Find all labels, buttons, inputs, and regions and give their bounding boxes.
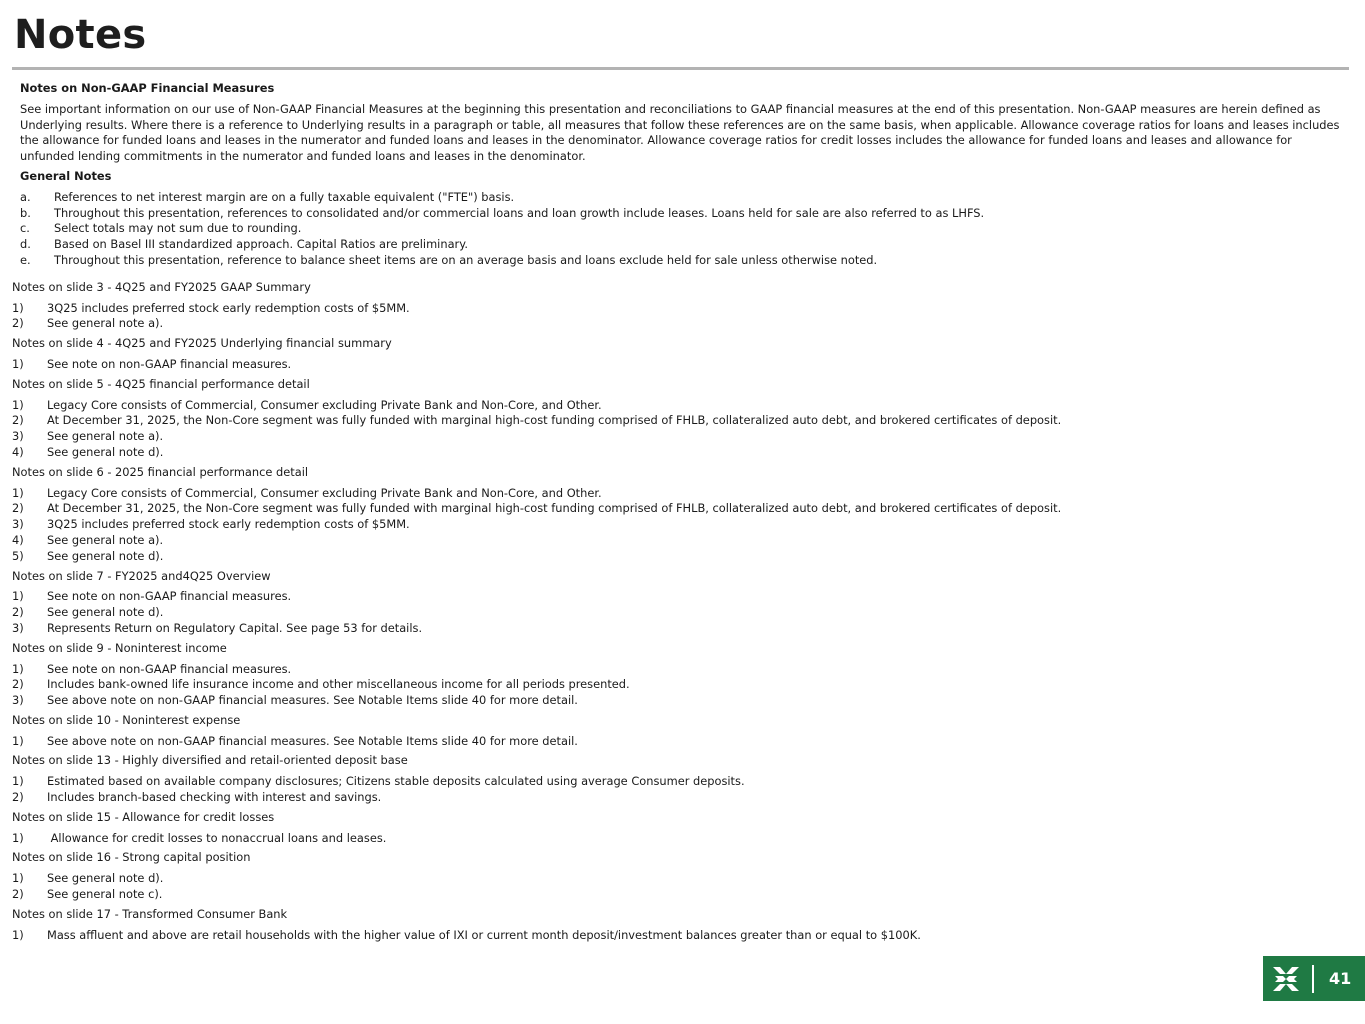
slide-note-group bbox=[12, 377, 1342, 461]
slide-note-text: See note on non-GAAP financial measures. bbox=[47, 356, 292, 371]
slide-note-marker: 3) bbox=[12, 517, 24, 532]
slide-note-group bbox=[12, 850, 1342, 902]
non-gaap-section bbox=[12, 81, 1342, 185]
title-divider bbox=[12, 67, 1349, 70]
badge-separator bbox=[1312, 965, 1314, 993]
slide-note-text: See general note c). bbox=[47, 887, 163, 902]
slide-note-item bbox=[12, 301, 1342, 317]
general-notes-heading: General Notes bbox=[20, 168, 112, 183]
slide-note-text: At December 31, 2025, the Non-Core segment was fully funded with marginal high-cost funding comprised of FHLB, collateralized auto debt, and brokered certificates of deposit. bbox=[47, 413, 1062, 428]
page-number: 41 bbox=[1329, 969, 1352, 988]
slide-note-marker: 2) bbox=[12, 605, 24, 620]
slide-note-marker: 2) bbox=[12, 501, 24, 516]
slide-note-marker: 1) bbox=[12, 661, 24, 676]
slide-note-item bbox=[12, 413, 1342, 429]
general-note-item bbox=[12, 237, 1342, 253]
slide-note-text: 3Q25 includes preferred stock early redemption costs of $5MM. bbox=[47, 517, 410, 532]
non-gaap-heading: Notes on Non-GAAP Financial Measures bbox=[20, 81, 275, 95]
slide-note-heading: Notes on slide 15 - Allowance for credit losses bbox=[12, 809, 275, 824]
slide-note-text: See general note a). bbox=[47, 532, 164, 547]
slide-note-marker: 3) bbox=[12, 429, 24, 444]
slide-note-marker: 3) bbox=[12, 693, 24, 708]
general-note-marker: e. bbox=[20, 252, 31, 267]
slide-note-item bbox=[12, 445, 1342, 461]
slide-note-text: See general note d). bbox=[47, 871, 164, 886]
slide-note-item bbox=[12, 501, 1342, 517]
slide-note-item bbox=[12, 790, 1342, 806]
slide-note-item bbox=[12, 357, 1342, 373]
general-note-text: Throughout this presentation, references to consolidated and/or commercial loans and loan growth include leases. Loans held for sale are also referred to as LHFS. bbox=[54, 205, 985, 220]
general-note-text: References to net interest margin are on a fully taxable equivalent ("FTE") basis. bbox=[54, 189, 515, 204]
slide-note-heading: Notes on slide 17 - Transformed Consumer Bank bbox=[12, 906, 288, 921]
slide-note-marker: 1) bbox=[12, 589, 24, 604]
page-badge bbox=[1263, 956, 1365, 1001]
slide-note-item bbox=[12, 316, 1342, 332]
general-note-item bbox=[12, 206, 1342, 222]
slide-note-item bbox=[12, 774, 1342, 790]
slide-note-item bbox=[12, 928, 1342, 944]
general-note-text: Select totals may not sum due to rounding. bbox=[54, 221, 302, 236]
slide-note-item bbox=[12, 693, 1342, 709]
slide-note-group bbox=[12, 465, 1342, 565]
general-note-marker: d. bbox=[20, 237, 31, 252]
non-gaap-paragraph: See important information on our use of Non-GAAP Financial Measures at the beginning this presentation and reconciliations to GAAP financial measures at the end of this presentation. Non-GAAP measures are herein defined as Underlying results. Where there is a reference to Underlying results in a paragraph or table, all measures that follow these references are on the same basis, when applicable. Allowance coverage ratios for loans and leases includes the allowance for funded loans and leases in the numerator and funded loans and leases in the denominator. Allowance coverage ratios for credit losses includes the allowance for funded loans and leases and allowance for unfunded lending commitments in the numerator and funded loans and leases in the denominator. bbox=[20, 101, 1340, 164]
notes-content bbox=[12, 81, 1342, 943]
slide-note-heading: Notes on slide 13 - Highly diversified and retail-oriented deposit base bbox=[12, 753, 408, 768]
slide-note-text: At December 31, 2025, the Non-Core segment was fully funded with marginal high-cost funding comprised of FHLB, collateralized auto debt, and brokered certificates of deposit. bbox=[47, 501, 1062, 516]
slide-note-text: See note on non-GAAP financial measures. bbox=[47, 661, 292, 676]
slide-note-text: See general note d). bbox=[47, 605, 164, 620]
slide-note-item bbox=[12, 549, 1342, 565]
slide-note-text: See general note d). bbox=[47, 548, 164, 563]
slide-note-text: Includes bank-owned life insurance income and other miscellaneous income for all periods presented. bbox=[47, 677, 630, 692]
general-note-item bbox=[12, 253, 1342, 269]
slide-note-text: 3Q25 includes preferred stock early redemption costs of $5MM. bbox=[47, 300, 410, 315]
slide-note-marker: 1) bbox=[12, 733, 24, 748]
slide-note-marker: 1) bbox=[12, 300, 24, 315]
slide-note-marker: 4) bbox=[12, 444, 24, 459]
slide-note-marker: 2) bbox=[12, 677, 24, 692]
slide-note-heading: Notes on slide 16 - Strong capital position bbox=[12, 850, 251, 865]
slide-note-heading: Notes on slide 3 - 4Q25 and FY2025 GAAP Summary bbox=[12, 279, 311, 294]
slide-note-heading: Notes on slide 4 - 4Q25 and FY2025 Underlying financial summary bbox=[12, 336, 392, 351]
slide-note-marker: 1) bbox=[12, 356, 24, 371]
slide-note-marker: 1) bbox=[12, 830, 24, 845]
slide-note-text: See above note on non-GAAP financial measures. See Notable Items slide 40 for more detail. bbox=[47, 693, 578, 708]
slide-note-item bbox=[12, 871, 1342, 887]
general-note-marker: a. bbox=[20, 189, 31, 204]
general-note-text: Based on Basel III standardized approach. Capital Ratios are preliminary. bbox=[54, 237, 468, 252]
slide-note-item bbox=[12, 734, 1342, 750]
slide-note-group bbox=[12, 569, 1342, 637]
slide-note-marker: 1) bbox=[12, 485, 24, 500]
slide-note-item bbox=[12, 486, 1342, 502]
slide-note-group bbox=[12, 641, 1342, 709]
general-note-item bbox=[12, 190, 1342, 206]
citizens-logo-icon bbox=[1271, 964, 1301, 994]
slide-note-group bbox=[12, 336, 1342, 373]
general-notes-list bbox=[12, 190, 1342, 269]
slide-note-marker: 5) bbox=[12, 548, 24, 563]
general-note-marker: c. bbox=[20, 221, 30, 236]
general-note-item bbox=[12, 221, 1342, 237]
slide-note-heading: Notes on slide 6 - 2025 financial performance detail bbox=[12, 464, 309, 479]
slide-note-group bbox=[12, 753, 1342, 805]
slide-note-text: See general note d). bbox=[47, 444, 164, 459]
slide-note-text: See general note a). bbox=[47, 429, 164, 444]
slide-note-marker: 3) bbox=[12, 620, 24, 635]
slide-note-group bbox=[12, 280, 1342, 332]
slide-note-item bbox=[12, 621, 1342, 637]
slide-note-marker: 2) bbox=[12, 413, 24, 428]
slide-note-text: Legacy Core consists of Commercial, Consumer excluding Private Bank and Non-Core, and Other. bbox=[47, 397, 602, 412]
slide-note-item bbox=[12, 662, 1342, 678]
slide-note-marker: 2) bbox=[12, 316, 24, 331]
slide-note-item bbox=[12, 831, 1342, 847]
slide-note-item bbox=[12, 533, 1342, 549]
general-note-text: Throughout this presentation, reference to balance sheet items are on an average basis and loans exclude held for sale unless otherwise noted. bbox=[54, 252, 878, 267]
slide-note-marker: 2) bbox=[12, 790, 24, 805]
slide-note-text: See note on non-GAAP financial measures. bbox=[47, 589, 292, 604]
slide-note-marker: 1) bbox=[12, 397, 24, 412]
slide-note-item bbox=[12, 677, 1342, 693]
slide-note-text: Mass affluent and above are retail households with the higher value of IXI or current month deposit/investment balances greater than or equal to $100K. bbox=[47, 927, 921, 942]
slide-note-item bbox=[12, 605, 1342, 621]
slide-note-text: See general note a). bbox=[47, 316, 164, 331]
slide-note-group bbox=[12, 713, 1342, 750]
slide-note-text: Includes branch-based checking with interest and savings. bbox=[47, 790, 382, 805]
slide-note-marker: 1) bbox=[12, 774, 24, 789]
slide-note-item bbox=[12, 429, 1342, 445]
slide-note-item bbox=[12, 517, 1342, 533]
slide-note-text: Allowance for credit losses to nonaccrual loans and leases. bbox=[47, 830, 387, 845]
slide-note-heading: Notes on slide 5 - 4Q25 financial performance detail bbox=[12, 376, 310, 391]
slide-note-item bbox=[12, 589, 1342, 605]
page-title: Notes bbox=[14, 12, 147, 58]
slide-note-group bbox=[12, 907, 1342, 944]
general-note-marker: b. bbox=[20, 205, 31, 220]
slide-note-text: Legacy Core consists of Commercial, Consumer excluding Private Bank and Non-Core, and Other. bbox=[47, 485, 602, 500]
slide-note-item bbox=[12, 398, 1342, 414]
slide-notes bbox=[12, 280, 1342, 944]
slide-note-text: Estimated based on available company disclosures; Citizens stable deposits calculated using average Consumer deposits. bbox=[47, 774, 745, 789]
slide-note-text: See above note on non-GAAP financial measures. See Notable Items slide 40 for more detail. bbox=[47, 733, 578, 748]
slide-note-marker: 1) bbox=[12, 871, 24, 886]
slide-note-item bbox=[12, 887, 1342, 903]
slide-note-marker: 4) bbox=[12, 532, 24, 547]
slide-note-text: Represents Return on Regulatory Capital. See page 53 for details. bbox=[47, 620, 423, 635]
slide-note-heading: Notes on slide 9 - Noninterest income bbox=[12, 640, 227, 655]
slide-note-group bbox=[12, 810, 1342, 847]
slide-note-heading: Notes on slide 10 - Noninterest expense bbox=[12, 712, 241, 727]
slide-note-marker: 1) bbox=[12, 927, 24, 942]
slide-note-marker: 2) bbox=[12, 887, 24, 902]
slide-note-heading: Notes on slide 7 - FY2025 and4Q25 Overview bbox=[12, 568, 271, 583]
